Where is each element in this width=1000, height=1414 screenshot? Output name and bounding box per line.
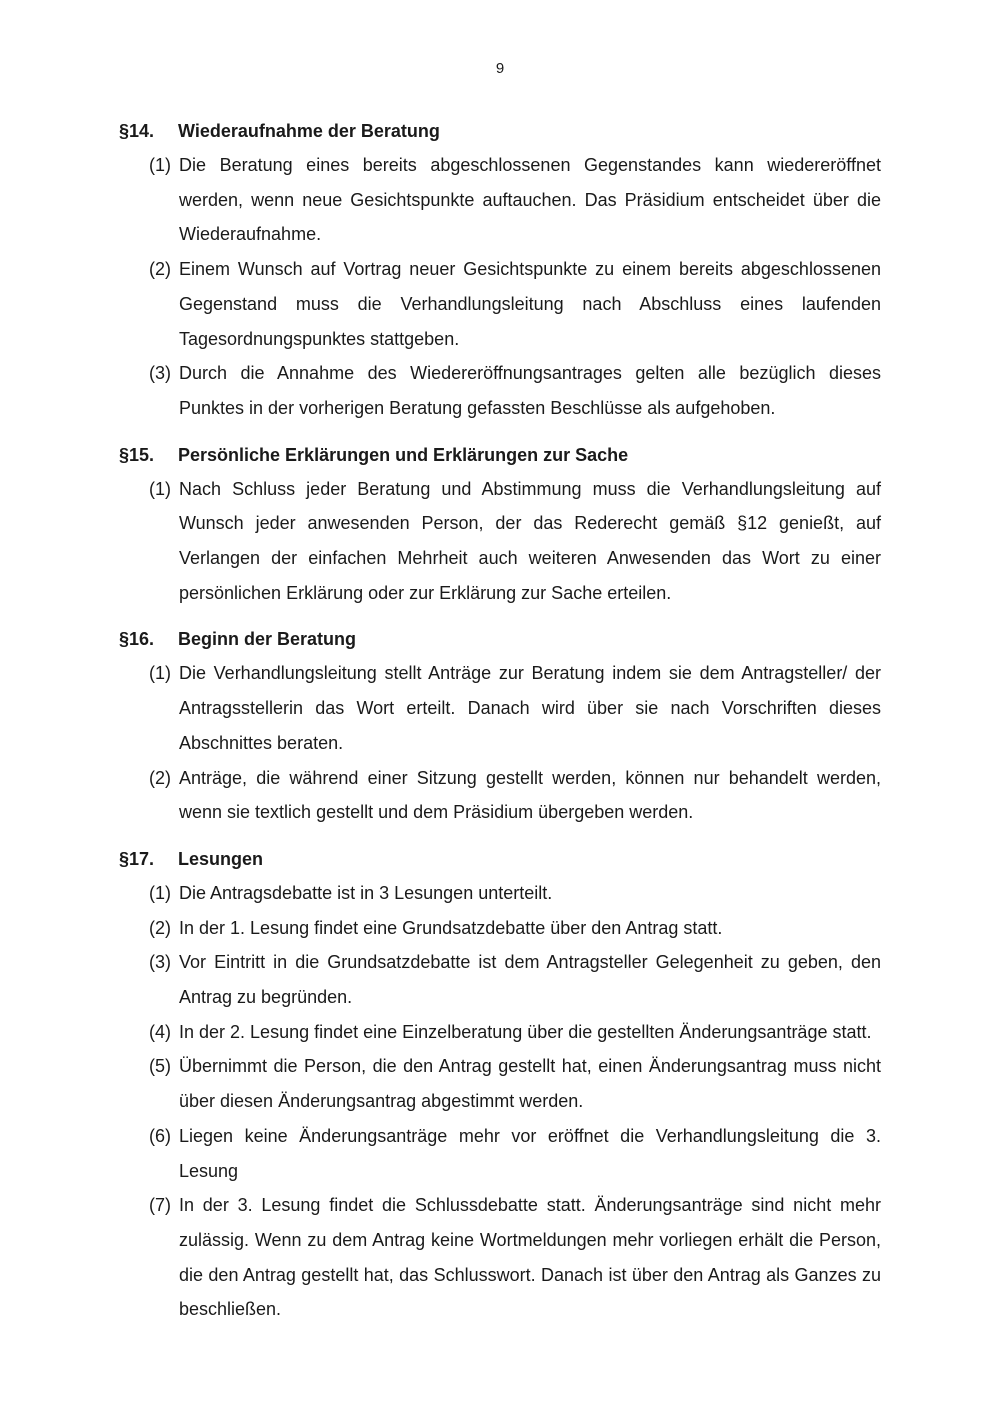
section-heading [119, 438, 881, 472]
paragraph-number: (5) [149, 1056, 171, 1077]
paragraph-number: (7) [149, 1195, 171, 1216]
paragraph-text: Liegen keine Änderungsanträge mehr vor eröffnet die Verhandlungsleitung die 3. Lesung [179, 1125, 881, 1181]
paragraph-text: Nach Schluss jeder Beratung und Abstimmung muss die Verhandlungsleitung auf Wunsch jeder anwesenden Person, der das Rederecht gemäß §12 genießt, auf Verlangen der einfachen Mehrheit auch weiteren Anwesenden das Wort zu einer persönlichen Erklärung oder zur Erklärung zur Sache erteilen. [179, 478, 881, 603]
section-heading [119, 842, 881, 876]
paragraph-text: Übernimmt die Person, die den Antrag gestellt hat, einen Änderungsantrag muss nicht über diesen Änderungsantrag abgestimmt werden. [179, 1056, 881, 1112]
page-number: 9 [495, 60, 505, 77]
paragraph-number: (6) [149, 1125, 171, 1146]
paragraph [119, 1119, 881, 1188]
section-title: Lesungen [178, 848, 264, 869]
paragraph-number: (2) [149, 259, 171, 280]
section-title: Persönliche Erklärungen und Erklärungen zur Sache [178, 444, 629, 465]
section-number: §17. [119, 848, 155, 869]
document-body [119, 114, 881, 1339]
section-title: Beginn der Beratung [178, 629, 357, 650]
paragraph-text: Durch die Annahme des Wiedereröffnungsantrages gelten alle bezüglich dieses Punktes in der vorherigen Beratung gefassten Beschlüsse als aufgehoben. [179, 363, 881, 418]
paragraph-text: Einem Wunsch auf Vortrag neuer Gesichtspunkte zu einem bereits abgeschlossenen Gegenstand muss die Verhandlungsleitung nach Abschluss eines laufenden Tagesordnungspunktes stattgeben. [179, 259, 881, 349]
paragraph-number: (1) [149, 663, 171, 684]
section-heading [119, 622, 881, 656]
paragraph [119, 656, 881, 760]
section-heading [119, 114, 881, 148]
section-number: §14. [119, 121, 155, 141]
paragraph [119, 945, 881, 1014]
paragraph [119, 472, 881, 611]
paragraph-text: In der 2. Lesung findet eine Einzelberatung über die gestellten Änderungsanträge statt. [179, 1021, 872, 1042]
paragraph [119, 148, 881, 252]
paragraph-text: Anträge, die während einer Sitzung gestellt werden, können nur behandelt werden, wenn sie textlich gestellt und dem Präsidium übergeben werden. [179, 767, 881, 823]
paragraph-number: (2) [149, 917, 171, 938]
section-17 [119, 842, 881, 1327]
paragraph-number: (1) [149, 478, 171, 499]
paragraph [119, 911, 881, 946]
section-number: §16. [119, 629, 155, 650]
section-16 [119, 622, 881, 830]
paragraph-text: Die Verhandlungsleitung stellt Anträge zur Beratung indem sie dem Antragsteller/ der Antragsstellerin das Wort erteilt. Danach wird über sie nach Vorschriften dieses Abschnittes beraten. [179, 663, 881, 753]
paragraph [119, 1188, 881, 1327]
paragraph [119, 876, 881, 911]
paragraph [119, 761, 881, 830]
paragraph [119, 1049, 881, 1118]
section-15 [119, 438, 881, 611]
paragraph-text: Vor Eintritt in die Grundsatzdebatte ist dem Antragsteller Gelegenheit zu geben, den Antrag zu begründen. [179, 952, 881, 1008]
paragraph-text: Die Beratung eines bereits abgeschlossenen Gegenstandes kann wiedereröffnet werden, wenn neue Gesichtspunkte auftauchen. Das Präsidium entscheidet über die Wiederaufnahme. [179, 155, 881, 245]
paragraph-number: (3) [149, 952, 171, 973]
paragraph-text: In der 1. Lesung findet eine Grundsatzdebatte über den Antrag statt. [179, 917, 723, 938]
paragraph [119, 252, 881, 356]
paragraph-number: (1) [149, 882, 171, 903]
paragraph-number: (3) [149, 363, 171, 384]
section-number: §15. [119, 444, 155, 465]
paragraph-number: (1) [149, 155, 171, 175]
paragraph-text: In der 3. Lesung findet die Schlussdebatte statt. Änderungsanträge sind nicht mehr zulässig. Wenn zu dem Antrag keine Wortmeldungen mehr vorliegen erhält die Person, die den Antrag gestellt hat, das Schlusswort. Danach ist über den Antrag als Ganzes zu beschließen. [179, 1195, 881, 1320]
section-title: Wiederaufnahme der Beratung [178, 121, 440, 141]
paragraph [119, 356, 881, 425]
paragraph-number: (4) [149, 1021, 171, 1042]
paragraph-text: Die Antragsdebatte ist in 3 Lesungen unterteilt. [179, 882, 553, 903]
section-14 [119, 114, 881, 426]
paragraph [119, 1015, 881, 1050]
paragraph-number: (2) [149, 767, 171, 788]
